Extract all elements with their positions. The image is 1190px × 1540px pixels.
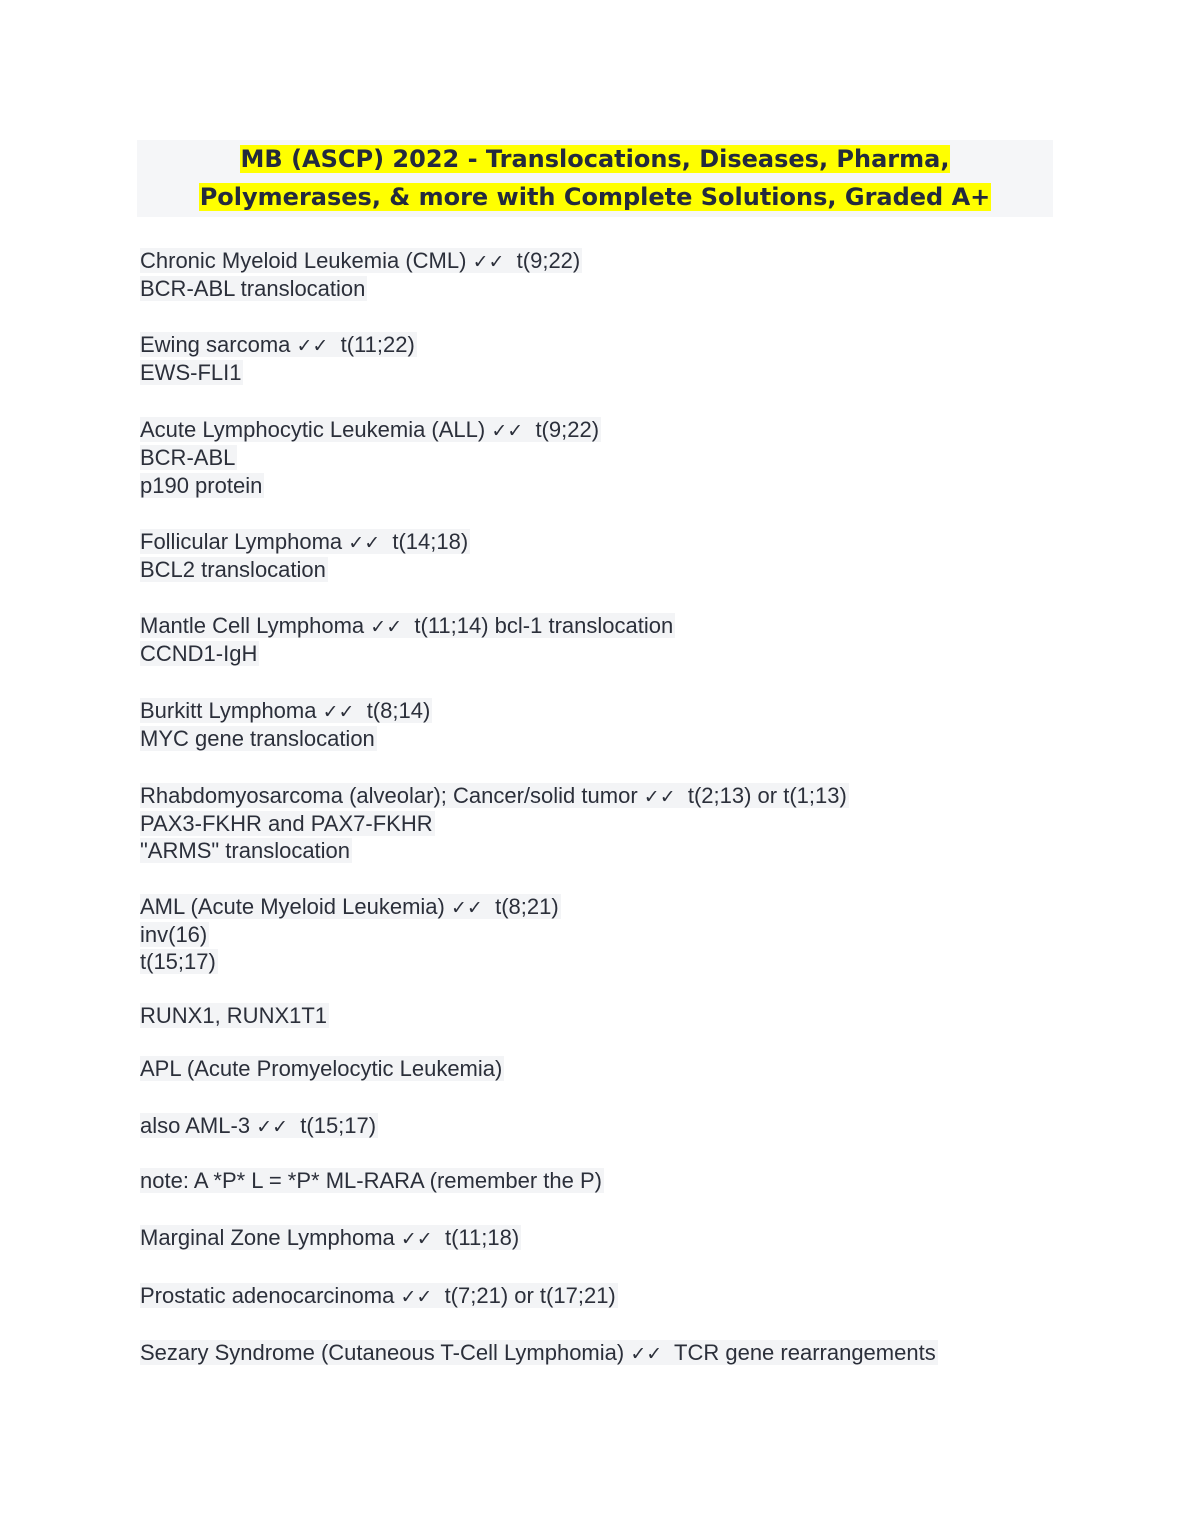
check-icon: ✓✓ — [491, 420, 524, 442]
card-answer-line: BCL2 translocation — [140, 557, 326, 582]
paragraph: APL (Acute Promyelocytic Leukemia) — [140, 1056, 503, 1081]
card-question: Acute Lymphocytic Leukemia (ALL) ✓✓ t(9;22) — [140, 417, 600, 442]
card-answer-line: "ARMS" translocation — [140, 838, 351, 863]
card-question: Ewing sarcoma ✓✓ t(11;22) — [140, 332, 415, 357]
check-icon: ✓✓ — [348, 532, 381, 554]
card-question: Prostatic adenocarcinoma ✓✓ t(7;21) or t(17;21) — [140, 1283, 616, 1308]
card-answer-line: BCR-ABL — [140, 445, 236, 470]
card-question: Follicular Lymphoma ✓✓ t(14;18) — [140, 529, 469, 554]
card-answer-line: t(15;17) — [140, 949, 216, 974]
check-icon: ✓✓ — [400, 1228, 433, 1250]
check-icon: ✓✓ — [400, 1286, 433, 1308]
note-paragraph: note: A *P* L = *P* ML-RARA (remember the P) — [140, 1168, 602, 1193]
card-answer-line: inv(16) — [140, 922, 208, 947]
card-answer-line: BCR-ABL translocation — [140, 276, 366, 301]
card-term-line — [140, 1224, 521, 1253]
check-icon: ✓✓ — [322, 701, 355, 723]
card-question: Burkitt Lymphoma ✓✓ t(8;14) — [140, 698, 431, 723]
card-question: Chronic Myeloid Leukemia (CML) ✓✓ t(9;22) — [140, 248, 581, 273]
card-question: AML (Acute Myeloid Leukemia) ✓✓ t(8;21) — [140, 894, 559, 919]
card-term-line — [140, 528, 470, 557]
card-answer-line: EWS-FLI1 — [140, 360, 242, 385]
check-icon: ✓✓ — [296, 335, 329, 357]
card-question: Sezary Syndrome (Cutaneous T-Cell Lymphomia) ✓✓ TCR gene rearrangements — [140, 1340, 936, 1365]
card-term-line — [140, 782, 849, 811]
card-term-line — [140, 1339, 938, 1368]
document-title — [137, 140, 1053, 217]
card-term-line — [140, 1112, 378, 1141]
card-term-line — [140, 416, 601, 445]
title-line-2: Polymerases, & more with Complete Solutions, Graded A+ — [199, 183, 991, 211]
check-icon: ✓✓ — [256, 1116, 289, 1138]
card-answer-line: PAX3-FKHR and PAX7-FKHR — [140, 811, 433, 836]
check-icon: ✓✓ — [472, 251, 505, 273]
card-answer-line: CCND1-IgH — [140, 641, 258, 666]
card-answer-line: p190 protein — [140, 473, 263, 498]
title-line-1: MB (ASCP) 2022 - Translocations, Diseases, Pharma, — [240, 145, 950, 173]
card-answer-line: MYC gene translocation — [140, 726, 375, 751]
check-icon: ✓✓ — [451, 897, 483, 919]
card-term-line — [140, 612, 675, 641]
card-question: Mantle Cell Lymphoma ✓✓ t(11;14) bcl-1 translocation — [140, 613, 674, 638]
card-term-line — [140, 1282, 618, 1311]
card-question: Marginal Zone Lymphoma ✓✓ t(11;18) — [140, 1225, 520, 1250]
check-icon: ✓✓ — [643, 786, 676, 808]
paragraph: RUNX1, RUNX1T1 — [140, 1003, 328, 1028]
card-term-line — [140, 697, 432, 726]
card-question: also AML-3 ✓✓ t(15;17) — [140, 1113, 377, 1138]
check-icon: ✓✓ — [630, 1343, 663, 1365]
card-term-line — [140, 893, 561, 922]
check-icon: ✓✓ — [370, 616, 403, 638]
card-term-line — [140, 331, 417, 360]
card-term-line — [140, 247, 582, 276]
card-question: Rhabdomyosarcoma (alveolar); Cancer/solid tumor ✓✓ t(2;13) or t(1;13) — [140, 783, 847, 808]
